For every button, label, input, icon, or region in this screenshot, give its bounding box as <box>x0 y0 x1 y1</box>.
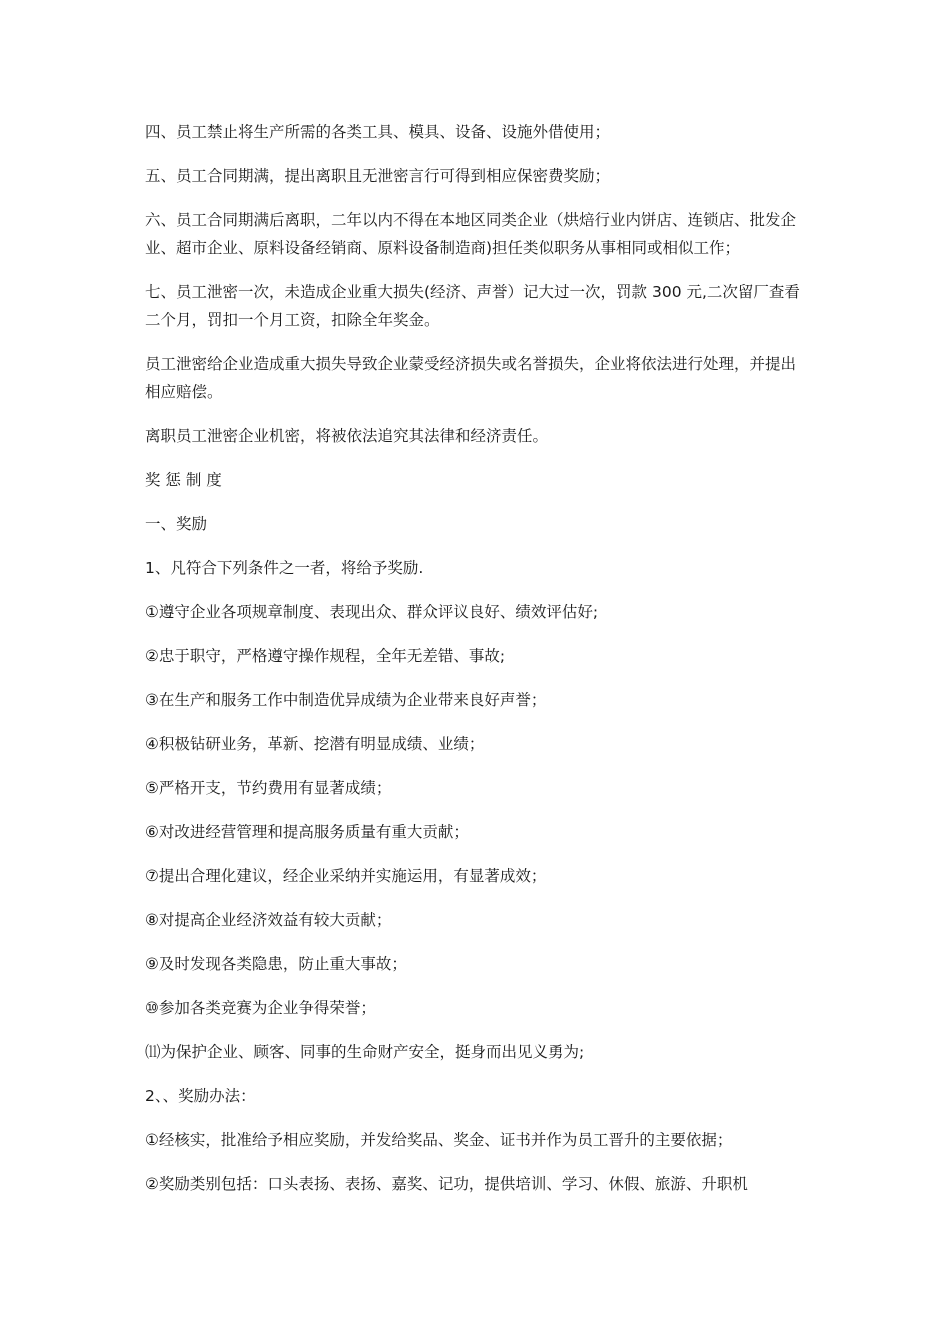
paragraph-item-6: 六、员工合同期满后离职，二年以内不得在本地区同类企业（烘焙行业内饼店、连锁店、批发企业、超市企业、原料设备经销商、原料设备制造商)担任类似职务从事相同或相似工作； <box>145 211 797 257</box>
reward-method-1: ①经核实，批准给予相应奖励，并发给奖品、奖金、证书并作为员工晋升的主要依据； <box>145 1131 733 1149</box>
reward-condition-7: ⑦提出合理化建议，经企业采纳并实施运用，有显著成效； <box>145 867 547 885</box>
reward-condition-11: ⑾为保护企业、顾客、同事的生命财产安全，挺身而出见义勇为; <box>145 1043 585 1061</box>
reward-condition-1: ①遵守企业各项规章制度、表现出众、群众评议良好、绩效评估好; <box>145 603 599 621</box>
reward-condition-9: ⑨及时发现各类隐患，防止重大事故； <box>145 955 407 973</box>
paragraph-item-5: 五、员工合同期满，提出离职且无泄密言行可得到相应保密费奖励； <box>145 167 611 185</box>
subsection-heading-rewards: 一、奖励 <box>145 515 208 533</box>
paragraph-item-4: 四、员工禁止将生产所需的各类工具、模具、设备、设施外借使用； <box>145 123 611 141</box>
reward-condition-10: ⑩参加各类竞赛为企业争得荣誉； <box>145 999 376 1017</box>
paragraph-former-employee: 离职员工泄密企业机密，将被依法追究其法律和经济责任。 <box>145 427 549 445</box>
section-heading: 奖 惩 制 度 <box>145 471 222 489</box>
reward-condition-6: ⑥对改进经营管理和提高服务质量有重大贡献； <box>145 823 469 841</box>
paragraph-leak-loss: 员工泄密给企业造成重大损失导致企业蒙受经济损失或名誉损失，企业将依法进行处理，并提出相应赔偿。 <box>145 355 797 401</box>
paragraph-item-7: 七、员工泄密一次，未造成企业重大损失(经济、声誉）记大过一次，罚款 300 元,二次留厂查看二个月，罚扣一个月工资，扣除全年奖金。 <box>145 283 800 329</box>
reward-condition-4: ④积极钻研业务，革新、挖潜有明显成绩、业绩； <box>145 735 485 753</box>
reward-conditions-intro: 1、凡符合下列条件之一者，将给予奖励. <box>145 559 424 577</box>
reward-method-2: ②奖励类别包括：口头表扬、表扬、嘉奖、记功，提供培训、学习、休假、旅游、升职机 <box>145 1175 748 1193</box>
reward-methods-heading: 2、、奖励办法： <box>145 1087 256 1105</box>
document-body <box>145 118 810 1198</box>
reward-condition-8: ⑧对提高企业经济效益有较大贡献； <box>145 911 392 929</box>
reward-condition-2: ②忠于职守，严格遵守操作规程，全年无差错、事故; <box>145 647 506 665</box>
reward-condition-3: ③在生产和服务工作中制造优异成绩为企业带来良好声誉； <box>145 691 547 709</box>
reward-condition-5: ⑤严格开支，节约费用有显著成绩； <box>145 779 392 797</box>
